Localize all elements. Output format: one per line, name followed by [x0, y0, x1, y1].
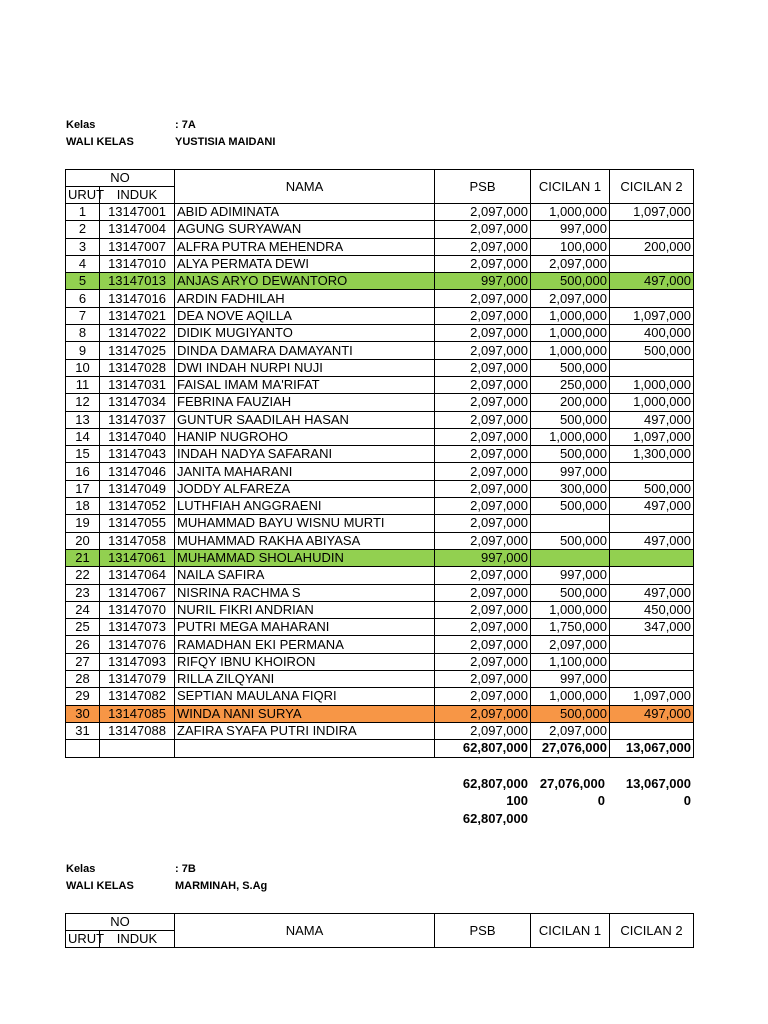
kelas-value: : 7A [175, 119, 196, 131]
row-psb: 2,097,000 [435, 498, 531, 515]
row-cicilan-1 [531, 515, 610, 532]
row-psb: 2,097,000 [435, 722, 531, 739]
row-nama: FAISAL IMAM MA'RIFAT [175, 376, 435, 393]
row-cicilan-2: 497,000 [610, 532, 694, 549]
header-no-7b: NO [66, 914, 175, 931]
row-cicilan-1: 250,000 [531, 376, 610, 393]
row-urut: 5 [66, 273, 100, 290]
row-nama: RILLA ZILQYANI [175, 671, 435, 688]
row-psb: 2,097,000 [435, 290, 531, 307]
row-nama: DIDIK MUGIYANTO [175, 325, 435, 342]
row-psb: 2,097,000 [435, 653, 531, 670]
table-row [66, 428, 694, 445]
row-induk: 13147093 [100, 653, 175, 670]
table-row [66, 204, 694, 221]
row-cicilan-1: 2,097,000 [531, 255, 610, 272]
row-psb: 2,097,000 [435, 601, 531, 618]
row-cicilan-1: 997,000 [531, 567, 610, 584]
row-psb: 2,097,000 [435, 411, 531, 428]
row-cicilan-1: 1,750,000 [531, 619, 610, 636]
table-row [66, 238, 694, 255]
row-nama: DEA NOVE AQILLA [175, 307, 435, 324]
row-cicilan-2: 1,097,000 [610, 204, 694, 221]
header-nama-7b: NAMA [175, 914, 435, 948]
row-psb: 2,097,000 [435, 446, 531, 463]
table-row [66, 411, 694, 428]
summary-c1-1: 27,076,000 [539, 776, 605, 791]
row-cicilan-1: 1,000,000 [531, 601, 610, 618]
row-psb: 2,097,000 [435, 394, 531, 411]
row-cicilan-2: 1,000,000 [610, 394, 694, 411]
row-cicilan-1: 2,097,000 [531, 290, 610, 307]
row-induk: 13147010 [100, 255, 175, 272]
row-cicilan-1: 997,000 [531, 671, 610, 688]
row-cicilan-1: 500,000 [531, 359, 610, 376]
row-nama: DWI INDAH NURPI NUJI [175, 359, 435, 376]
row-induk: 13147007 [100, 238, 175, 255]
row-urut: 21 [66, 549, 100, 566]
totals-row [66, 740, 694, 757]
row-induk: 13147064 [100, 567, 175, 584]
row-cicilan-2 [610, 515, 694, 532]
row-cicilan-1: 1,000,000 [531, 428, 610, 445]
row-cicilan-1: 100,000 [531, 238, 610, 255]
row-nama: JODDY ALFAREZA [175, 480, 435, 497]
table-row [66, 446, 694, 463]
row-urut: 2 [66, 221, 100, 238]
row-urut: 18 [66, 498, 100, 515]
row-nama: GUNTUR SAADILAH HASAN [175, 411, 435, 428]
row-psb: 2,097,000 [435, 307, 531, 324]
row-induk: 13147085 [100, 705, 175, 722]
row-induk: 13147001 [100, 204, 175, 221]
header-row-1 [66, 170, 694, 187]
row-cicilan-2: 497,000 [610, 273, 694, 290]
row-nama: PUTRI MEGA MAHARANI [175, 619, 435, 636]
row-induk: 13147070 [100, 601, 175, 618]
row-cicilan-2 [610, 567, 694, 584]
row-nama: RIFQY IBNU KHOIRON [175, 653, 435, 670]
table-row [66, 463, 694, 480]
row-cicilan-1: 500,000 [531, 446, 610, 463]
row-cicilan-1: 500,000 [531, 532, 610, 549]
totals-empty-induk [100, 740, 175, 757]
row-urut: 26 [66, 636, 100, 653]
row-psb: 997,000 [435, 273, 531, 290]
row-nama: INDAH NADYA SAFARANI [175, 446, 435, 463]
row-psb: 997,000 [435, 549, 531, 566]
header-cicilan-2-7b: CICILAN 2 [610, 914, 694, 948]
header-psb: PSB [435, 170, 531, 204]
total-cicilan-1: 27,076,000 [531, 740, 610, 757]
row-cicilan-2 [610, 290, 694, 307]
row-cicilan-2: 497,000 [610, 498, 694, 515]
row-nama: ANJAS ARYO DEWANTORO [175, 273, 435, 290]
header-cicilan-1-7b: CICILAN 1 [531, 914, 610, 948]
table-row [66, 498, 694, 515]
row-urut: 24 [66, 601, 100, 618]
row-cicilan-1 [531, 549, 610, 566]
table-row [66, 307, 694, 324]
row-induk: 13147055 [100, 515, 175, 532]
summary-psb-1: 62,807,000 [462, 776, 528, 791]
table-row [66, 273, 694, 290]
row-nama: NISRINA RACHMA S [175, 584, 435, 601]
row-nama: LUTHFIAH ANGGRAENI [175, 498, 435, 515]
table-row [66, 705, 694, 722]
row-cicilan-1: 997,000 [531, 221, 610, 238]
table-row [66, 567, 694, 584]
row-cicilan-1: 500,000 [531, 584, 610, 601]
row-cicilan-2 [610, 549, 694, 566]
row-cicilan-2 [610, 255, 694, 272]
row-induk: 13147043 [100, 446, 175, 463]
row-nama: MUHAMMAD BAYU WISNU MURTI [175, 515, 435, 532]
row-nama: SEPTIAN MAULANA FIQRI [175, 688, 435, 705]
header-psb-7b: PSB [435, 914, 531, 948]
row-urut: 25 [66, 619, 100, 636]
row-induk: 13147049 [100, 480, 175, 497]
row-psb: 2,097,000 [435, 688, 531, 705]
row-urut: 20 [66, 532, 100, 549]
row-cicilan-1: 500,000 [531, 273, 610, 290]
row-nama: MUHAMMAD SHOLAHUDIN [175, 549, 435, 566]
row-nama: WINDA NANI SURYA [175, 705, 435, 722]
row-cicilan-1: 997,000 [531, 463, 610, 480]
row-urut: 28 [66, 671, 100, 688]
row-urut: 12 [66, 394, 100, 411]
table-row [66, 376, 694, 393]
row-cicilan-1: 1,000,000 [531, 342, 610, 359]
row-urut: 13 [66, 411, 100, 428]
row-nama: ARDIN FADHILAH [175, 290, 435, 307]
summary-c1-2: 0 [597, 793, 605, 808]
table-row [66, 688, 694, 705]
summary-c2-1: 13,067,000 [625, 776, 691, 791]
row-urut: 7 [66, 307, 100, 324]
row-psb: 2,097,000 [435, 325, 531, 342]
header-cicilan-2: CICILAN 2 [610, 170, 694, 204]
row-cicilan-2 [610, 722, 694, 739]
header-nama: NAMA [175, 170, 435, 204]
table-row [66, 359, 694, 376]
row-cicilan-1: 500,000 [531, 498, 610, 515]
row-nama: FEBRINA FAUZIAH [175, 394, 435, 411]
row-urut: 31 [66, 722, 100, 739]
row-psb: 2,097,000 [435, 376, 531, 393]
row-nama: NAILA SAFIRA [175, 567, 435, 584]
row-nama: RAMADHAN EKI PERMANA [175, 636, 435, 653]
total-psb: 62,807,000 [435, 740, 531, 757]
table-row [66, 601, 694, 618]
row-cicilan-2 [610, 636, 694, 653]
row-cicilan-2: 500,000 [610, 342, 694, 359]
row-induk: 13147046 [100, 463, 175, 480]
row-cicilan-1: 500,000 [531, 411, 610, 428]
row-cicilan-1: 500,000 [531, 705, 610, 722]
table-row [66, 549, 694, 566]
table-row [66, 653, 694, 670]
row-nama: ALFRA PUTRA MEHENDRA [175, 238, 435, 255]
row-induk: 13147052 [100, 498, 175, 515]
row-cicilan-1: 2,097,000 [531, 636, 610, 653]
wali-kelas-label-7b: WALI KELAS [66, 880, 134, 892]
row-urut: 16 [66, 463, 100, 480]
total-cicilan-2: 13,067,000 [610, 740, 694, 757]
wali-kelas-value: YUSTISIA MAIDANI [175, 136, 276, 148]
row-cicilan-1: 1,000,000 [531, 325, 610, 342]
row-psb: 2,097,000 [435, 428, 531, 445]
row-cicilan-1: 1,000,000 [531, 204, 610, 221]
row-psb: 2,097,000 [435, 671, 531, 688]
header-urut: URUT [66, 187, 100, 204]
row-urut: 29 [66, 688, 100, 705]
row-cicilan-2: 450,000 [610, 601, 694, 618]
table-row [66, 394, 694, 411]
row-cicilan-1: 2,097,000 [531, 722, 610, 739]
row-cicilan-2: 1,097,000 [610, 307, 694, 324]
row-induk: 13147016 [100, 290, 175, 307]
row-cicilan-2: 200,000 [610, 238, 694, 255]
row-urut: 23 [66, 584, 100, 601]
row-urut: 19 [66, 515, 100, 532]
row-induk: 13147004 [100, 221, 175, 238]
row-psb: 2,097,000 [435, 584, 531, 601]
summary-psb-3: 62,807,000 [462, 811, 528, 826]
row-psb: 2,097,000 [435, 463, 531, 480]
row-nama: MUHAMMAD RAKHA ABIYASA [175, 532, 435, 549]
row-cicilan-2 [610, 653, 694, 670]
table-row [66, 342, 694, 359]
row-cicilan-2: 1,097,000 [610, 428, 694, 445]
header-urut-7b: URUT [66, 931, 100, 948]
table-row [66, 290, 694, 307]
header-row-1-7b [66, 914, 694, 931]
row-nama: ABID ADIMINATA [175, 204, 435, 221]
row-psb: 2,097,000 [435, 480, 531, 497]
row-urut: 10 [66, 359, 100, 376]
row-induk: 13147022 [100, 325, 175, 342]
table-row [66, 325, 694, 342]
row-induk: 13147058 [100, 532, 175, 549]
row-cicilan-2 [610, 671, 694, 688]
student-table-7b [65, 913, 694, 948]
header-induk-7b: INDUK [100, 931, 175, 948]
row-urut: 14 [66, 428, 100, 445]
row-induk: 13147076 [100, 636, 175, 653]
row-urut: 27 [66, 653, 100, 670]
row-induk: 13147061 [100, 549, 175, 566]
row-induk: 13147025 [100, 342, 175, 359]
row-urut: 30 [66, 705, 100, 722]
wali-kelas-value-7b: MARMINAH, S.Ag [175, 880, 268, 892]
row-induk: 13147040 [100, 428, 175, 445]
row-urut: 11 [66, 376, 100, 393]
row-cicilan-2: 500,000 [610, 480, 694, 497]
row-urut: 4 [66, 255, 100, 272]
row-nama: ALYA PERMATA DEWI [175, 255, 435, 272]
kelas-label: Kelas [66, 119, 96, 131]
row-cicilan-1: 200,000 [531, 394, 610, 411]
kelas-value-7b: : 7B [175, 863, 196, 875]
row-cicilan-2: 1,300,000 [610, 446, 694, 463]
row-urut: 8 [66, 325, 100, 342]
table-row [66, 515, 694, 532]
row-nama: ZAFIRA SYAFA PUTRI INDIRA [175, 722, 435, 739]
row-urut: 15 [66, 446, 100, 463]
row-nama: DINDA DAMARA DAMAYANTI [175, 342, 435, 359]
row-cicilan-1: 1,100,000 [531, 653, 610, 670]
row-cicilan-2: 497,000 [610, 411, 694, 428]
wali-kelas-label: WALI KELAS [66, 136, 134, 148]
row-psb: 2,097,000 [435, 359, 531, 376]
row-cicilan-1: 1,000,000 [531, 307, 610, 324]
row-cicilan-1: 300,000 [531, 480, 610, 497]
row-induk: 13147073 [100, 619, 175, 636]
row-induk: 13147067 [100, 584, 175, 601]
row-nama: AGUNG SURYAWAN [175, 221, 435, 238]
kelas-label-7b: Kelas [66, 863, 96, 875]
row-induk: 13147079 [100, 671, 175, 688]
row-urut: 17 [66, 480, 100, 497]
row-nama: JANITA MAHARANI [175, 463, 435, 480]
row-cicilan-2 [610, 359, 694, 376]
row-psb: 2,097,000 [435, 221, 531, 238]
table-row [66, 221, 694, 238]
row-cicilan-2 [610, 221, 694, 238]
row-induk: 13147028 [100, 359, 175, 376]
header-cicilan-1: CICILAN 1 [531, 170, 610, 204]
row-psb: 2,097,000 [435, 705, 531, 722]
table-row [66, 255, 694, 272]
row-induk: 13147013 [100, 273, 175, 290]
summary-c2-2: 0 [683, 793, 691, 808]
totals-empty-nama [175, 740, 435, 757]
row-cicilan-2 [610, 463, 694, 480]
row-cicilan-2: 1,000,000 [610, 376, 694, 393]
table-row [66, 480, 694, 497]
table-row [66, 619, 694, 636]
row-cicilan-2: 1,097,000 [610, 688, 694, 705]
table-row [66, 584, 694, 601]
row-nama: NURIL FIKRI ANDRIAN [175, 601, 435, 618]
row-psb: 2,097,000 [435, 238, 531, 255]
row-urut: 9 [66, 342, 100, 359]
summary-psb-2: 100 [506, 793, 528, 808]
row-psb: 2,097,000 [435, 255, 531, 272]
row-induk: 13147021 [100, 307, 175, 324]
row-cicilan-1: 1,000,000 [531, 688, 610, 705]
row-cicilan-2: 400,000 [610, 325, 694, 342]
row-psb: 2,097,000 [435, 515, 531, 532]
row-psb: 2,097,000 [435, 342, 531, 359]
row-psb: 2,097,000 [435, 567, 531, 584]
row-urut: 22 [66, 567, 100, 584]
table-row [66, 636, 694, 653]
row-cicilan-2: 497,000 [610, 584, 694, 601]
header-no: NO [66, 170, 175, 187]
row-induk: 13147037 [100, 411, 175, 428]
row-psb: 2,097,000 [435, 619, 531, 636]
row-psb: 2,097,000 [435, 532, 531, 549]
row-induk: 13147034 [100, 394, 175, 411]
student-table-7a [65, 169, 694, 758]
row-urut: 6 [66, 290, 100, 307]
row-induk: 13147088 [100, 722, 175, 739]
row-induk: 13147031 [100, 376, 175, 393]
header-induk: INDUK [100, 187, 175, 204]
row-psb: 2,097,000 [435, 636, 531, 653]
table-row [66, 722, 694, 739]
table-row [66, 671, 694, 688]
table-row [66, 532, 694, 549]
row-induk: 13147082 [100, 688, 175, 705]
row-psb: 2,097,000 [435, 204, 531, 221]
row-urut: 1 [66, 204, 100, 221]
row-cicilan-2: 347,000 [610, 619, 694, 636]
row-urut: 3 [66, 238, 100, 255]
row-nama: HANIP NUGROHO [175, 428, 435, 445]
totals-empty-urut [66, 740, 100, 757]
row-cicilan-2: 497,000 [610, 705, 694, 722]
